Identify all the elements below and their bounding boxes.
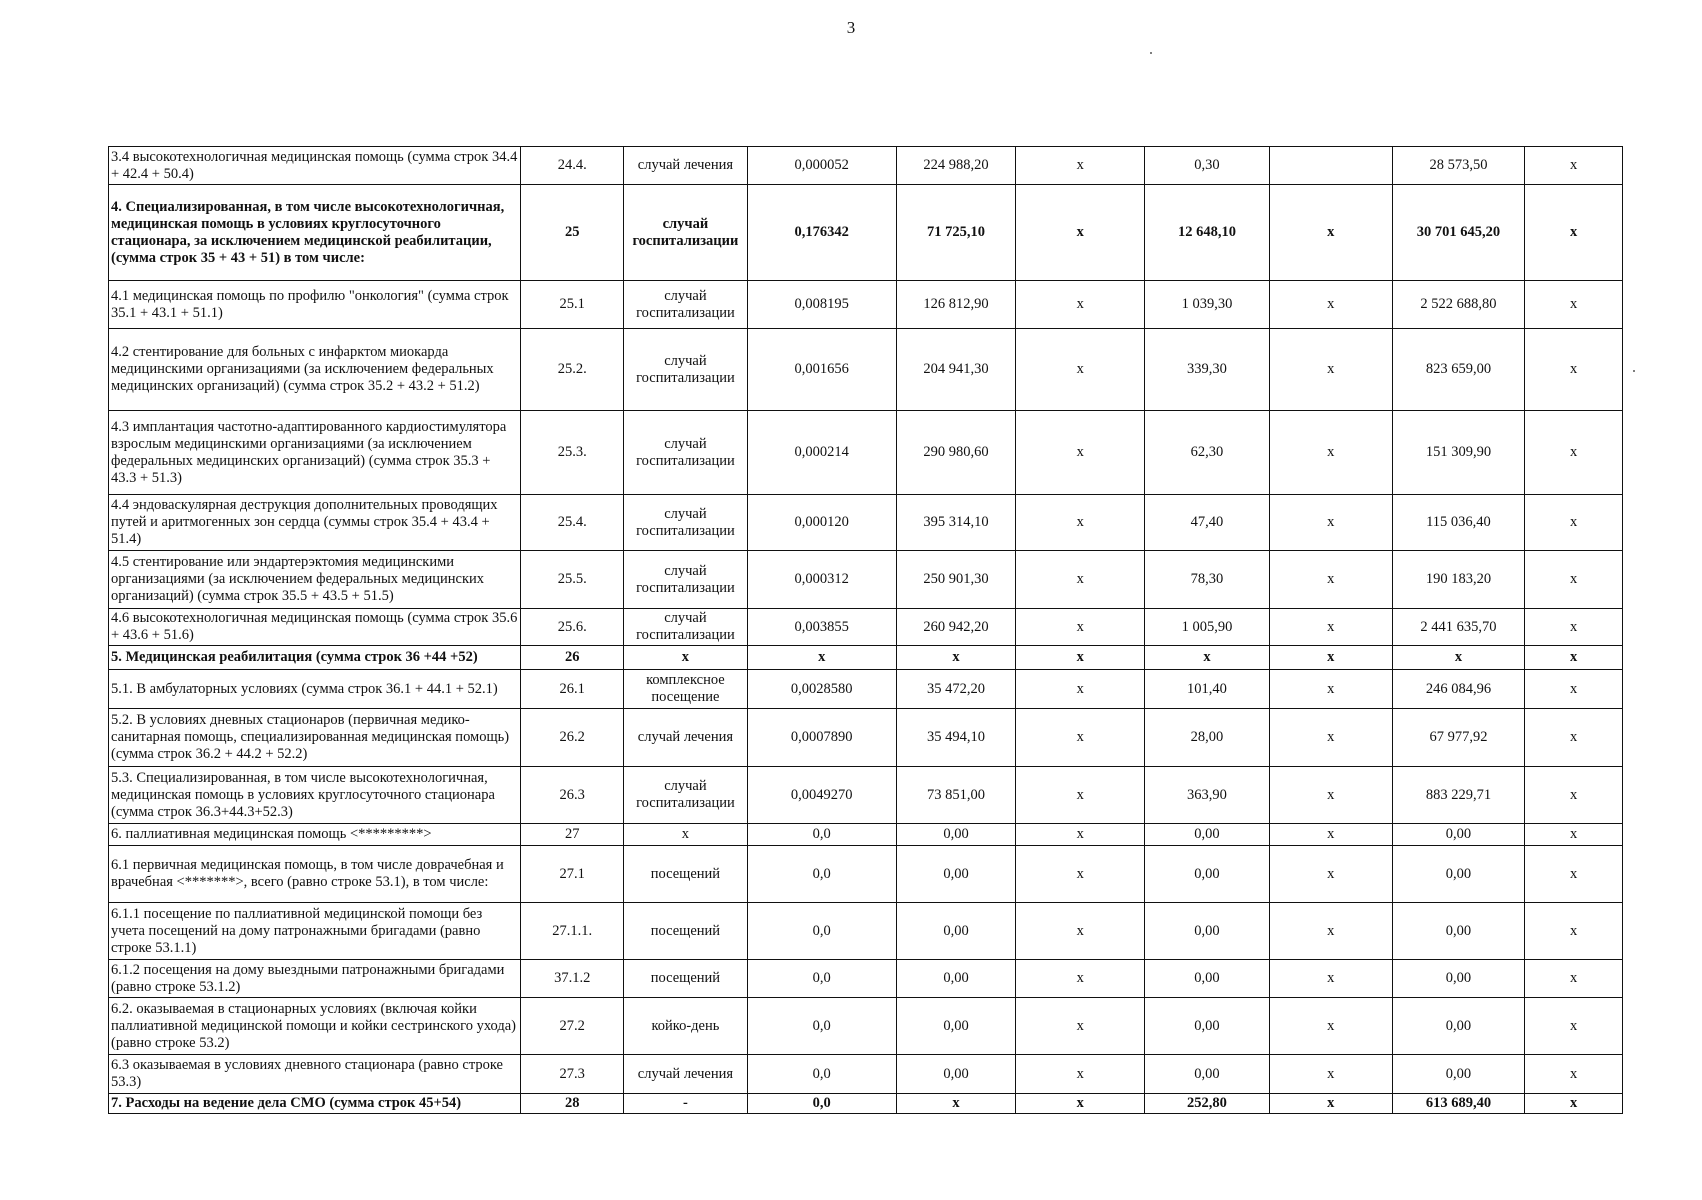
cell-total-budget: х <box>1269 1055 1392 1094</box>
cell-per-capita-budget: х <box>1016 670 1145 709</box>
cell-per-capita-oms: 47,40 <box>1145 495 1270 551</box>
cell-unit-cost: 71 725,10 <box>896 185 1016 281</box>
cell-per-capita-oms: 1 005,90 <box>1145 609 1270 646</box>
cell-description: 6.1.2 посещения на дому выездными патронажными бригадами (равно строке 53.1.2) <box>109 960 521 998</box>
cell-norm-volume: 0,000120 <box>747 495 896 551</box>
cell-total-oms: х <box>1392 646 1525 670</box>
table-row <box>109 998 1623 1055</box>
cell-row-number: 27.2 <box>521 998 624 1055</box>
cell-description: 7. Расходы на ведение дела СМО (сумма строк 45+54) <box>109 1094 521 1114</box>
cell-share-percent: х <box>1525 1055 1623 1094</box>
cell-unit-cost: 73 851,00 <box>896 767 1016 824</box>
cell-total-oms: 0,00 <box>1392 846 1525 903</box>
cell-row-number: 26 <box>521 646 624 670</box>
cell-total-budget: х <box>1269 670 1392 709</box>
table-row <box>109 281 1623 329</box>
cell-norm-volume: 0,0 <box>747 824 896 846</box>
cell-norm-volume: 0,176342 <box>747 185 896 281</box>
cell-unit: случай госпитализации <box>624 411 748 495</box>
cell-unit: случай госпитализации <box>624 609 748 646</box>
cell-row-number: 28 <box>521 1094 624 1114</box>
cell-share-percent: х <box>1525 824 1623 846</box>
cell-total-budget: х <box>1269 646 1392 670</box>
cell-per-capita-oms: 0,00 <box>1145 998 1270 1055</box>
cell-per-capita-oms: 0,00 <box>1145 1055 1270 1094</box>
table-row <box>109 329 1623 411</box>
cell-norm-volume: 0,0 <box>747 903 896 960</box>
cell-norm-volume: 0,003855 <box>747 609 896 646</box>
cell-per-capita-budget: х <box>1016 185 1145 281</box>
cell-per-capita-budget: х <box>1016 998 1145 1055</box>
cell-total-oms: 151 309,90 <box>1392 411 1525 495</box>
cell-per-capita-budget: х <box>1016 903 1145 960</box>
cell-total-oms: 2 522 688,80 <box>1392 281 1525 329</box>
table-body <box>109 147 1623 1114</box>
table-row <box>109 670 1623 709</box>
cell-norm-volume: 0,0 <box>747 846 896 903</box>
cell-unit: случай госпитализации <box>624 185 748 281</box>
table-row <box>109 411 1623 495</box>
cell-unit-cost: 0,00 <box>896 903 1016 960</box>
cell-row-number: 27 <box>521 824 624 846</box>
cell-total-budget: х <box>1269 185 1392 281</box>
cell-description: 5. Медицинская реабилитация (сумма строк 36 +44 +52) <box>109 646 521 670</box>
cell-per-capita-budget: х <box>1016 846 1145 903</box>
table-row <box>109 824 1623 846</box>
cell-unit: случай госпитализации <box>624 551 748 609</box>
cell-share-percent: х <box>1525 709 1623 767</box>
cell-unit: случай госпитализации <box>624 495 748 551</box>
cell-description: 6.1 первичная медицинская помощь, в том числе доврачебная и врачебная <*******>, всего (равно строке 53.1), в том числе: <box>109 846 521 903</box>
cell-share-percent: х <box>1525 495 1623 551</box>
cell-unit: случай лечения <box>624 147 748 185</box>
document-table-wrapper <box>108 146 1623 1114</box>
cell-per-capita-oms: 1 039,30 <box>1145 281 1270 329</box>
cell-row-number: 25.5. <box>521 551 624 609</box>
cell-total-oms: 0,00 <box>1392 998 1525 1055</box>
cell-total-budget: х <box>1269 846 1392 903</box>
cell-norm-volume: 0,0 <box>747 998 896 1055</box>
cell-per-capita-oms: 0,00 <box>1145 903 1270 960</box>
cell-row-number: 27.3 <box>521 1055 624 1094</box>
cell-per-capita-oms: 0,00 <box>1145 960 1270 998</box>
cell-unit-cost: 0,00 <box>896 998 1016 1055</box>
cell-row-number: 27.1 <box>521 846 624 903</box>
cell-unit: посещений <box>624 960 748 998</box>
table-row <box>109 185 1623 281</box>
scan-speck <box>1633 370 1635 372</box>
cell-per-capita-oms: 252,80 <box>1145 1094 1270 1114</box>
cell-norm-volume: 0,0007890 <box>747 709 896 767</box>
cell-share-percent: х <box>1525 903 1623 960</box>
cell-unit: посещений <box>624 903 748 960</box>
cell-total-oms: 2 441 635,70 <box>1392 609 1525 646</box>
cell-total-budget: х <box>1269 281 1392 329</box>
cell-unit: х <box>624 646 748 670</box>
cell-description: 3.4 высокотехнологичная медицинская помощь (сумма строк 34.4 + 42.4 + 50.4) <box>109 147 521 185</box>
cell-total-budget: х <box>1269 495 1392 551</box>
cell-unit: случай лечения <box>624 1055 748 1094</box>
cell-description: 4.2 стентирование для больных с инфарктом миокарда медицинскими организациями (за исключением федеральных медицинских организаций) (сумма строк 35.2 + 43.2 + 51.2) <box>109 329 521 411</box>
cell-share-percent: х <box>1525 609 1623 646</box>
cell-row-number: 24.4. <box>521 147 624 185</box>
cell-total-oms: 30 701 645,20 <box>1392 185 1525 281</box>
table-row <box>109 1094 1623 1114</box>
cell-unit: х <box>624 824 748 846</box>
cell-per-capita-budget: х <box>1016 1094 1145 1114</box>
cell-unit-cost: 250 901,30 <box>896 551 1016 609</box>
cell-share-percent: х <box>1525 281 1623 329</box>
table-row <box>109 495 1623 551</box>
cell-per-capita-oms: 0,30 <box>1145 147 1270 185</box>
cell-per-capita-budget: х <box>1016 281 1145 329</box>
cell-per-capita-budget: х <box>1016 646 1145 670</box>
cell-total-budget: х <box>1269 329 1392 411</box>
cell-unit-cost: х <box>896 646 1016 670</box>
cell-per-capita-budget: х <box>1016 1055 1145 1094</box>
cell-description: 4.1 медицинская помощь по профилю "онкология" (сумма строк 35.1 + 43.1 + 51.1) <box>109 281 521 329</box>
cell-description: 5.3. Специализированная, в том числе высокотехнологичная, медицинская помощь в условиях круглосуточного стационара (сумма строк 36.3+44.3+52.3) <box>109 767 521 824</box>
cell-total-budget: х <box>1269 1094 1392 1114</box>
cell-description: 4.5 стентирование или эндартерэктомия медицинскими организациями (за исключением федеральных медицинских организаций) (сумма строк 35.5 + 43.5 + 51.5) <box>109 551 521 609</box>
table-row <box>109 646 1623 670</box>
cell-total-oms: 0,00 <box>1392 903 1525 960</box>
cell-total-oms: 823 659,00 <box>1392 329 1525 411</box>
table-row <box>109 709 1623 767</box>
cell-share-percent: х <box>1525 411 1623 495</box>
page-number: 3 <box>846 18 856 37</box>
cell-per-capita-oms: 339,30 <box>1145 329 1270 411</box>
cell-share-percent: х <box>1525 329 1623 411</box>
cell-description: 4.6 высокотехнологичная медицинская помощь (сумма строк 35.6 + 43.6 + 51.6) <box>109 609 521 646</box>
cell-row-number: 25.6. <box>521 609 624 646</box>
cell-unit: койко-день <box>624 998 748 1055</box>
cell-description: 4. Специализированная, в том числе высокотехнологичная, медицинская помощь в условиях круглосуточного стационара, за исключением медицинской реабилитации, (сумма строк 35 + 43 + 51) в том числе: <box>109 185 521 281</box>
cell-row-number: 25.2. <box>521 329 624 411</box>
cell-norm-volume: 0,0 <box>747 1055 896 1094</box>
cell-norm-volume: 0,0049270 <box>747 767 896 824</box>
cell-total-budget: х <box>1269 411 1392 495</box>
cell-per-capita-budget: х <box>1016 960 1145 998</box>
cell-total-budget: х <box>1269 903 1392 960</box>
cell-norm-volume: 0,001656 <box>747 329 896 411</box>
cell-row-number: 26.1 <box>521 670 624 709</box>
cell-share-percent: х <box>1525 185 1623 281</box>
cell-share-percent: х <box>1525 998 1623 1055</box>
cell-row-number: 27.1.1. <box>521 903 624 960</box>
cell-per-capita-oms: 363,90 <box>1145 767 1270 824</box>
cell-share-percent: х <box>1525 670 1623 709</box>
cell-unit: посещений <box>624 846 748 903</box>
financing-table <box>108 146 1623 1114</box>
cell-per-capita-budget: х <box>1016 609 1145 646</box>
scan-speck <box>1150 52 1152 54</box>
cell-total-oms: 190 183,20 <box>1392 551 1525 609</box>
cell-unit-cost: 395 314,10 <box>896 495 1016 551</box>
cell-description: 6.2. оказываемая в стационарных условиях (включая койки паллиативной медицинской помощи и койки сестринского ухода) (равно строке 53.2) <box>109 998 521 1055</box>
cell-norm-volume: 0,0028580 <box>747 670 896 709</box>
cell-description: 5.1. В амбулаторных условиях (сумма строк 36.1 + 44.1 + 52.1) <box>109 670 521 709</box>
cell-unit: случай госпитализации <box>624 329 748 411</box>
cell-row-number: 25.1 <box>521 281 624 329</box>
cell-per-capita-budget: х <box>1016 147 1145 185</box>
cell-norm-volume: 0,000052 <box>747 147 896 185</box>
table-row <box>109 960 1623 998</box>
cell-per-capita-oms: 101,40 <box>1145 670 1270 709</box>
cell-total-oms: 613 689,40 <box>1392 1094 1525 1114</box>
table-row <box>109 609 1623 646</box>
cell-unit: случай госпитализации <box>624 281 748 329</box>
cell-description: 6.3 оказываемая в условиях дневного стационара (равно строке 53.3) <box>109 1055 521 1094</box>
cell-unit: случай лечения <box>624 709 748 767</box>
cell-unit-cost: 0,00 <box>896 1055 1016 1094</box>
cell-per-capita-budget: х <box>1016 495 1145 551</box>
cell-per-capita-oms: 0,00 <box>1145 824 1270 846</box>
cell-per-capita-budget: х <box>1016 767 1145 824</box>
cell-norm-volume: х <box>747 646 896 670</box>
cell-description: 4.4 эндоваскулярная деструкция дополнительных проводящих путей и аритмогенных зон сердца (суммы строк 35.4 + 43.4 + 51.4) <box>109 495 521 551</box>
cell-per-capita-oms: 78,30 <box>1145 551 1270 609</box>
cell-norm-volume: 0,000214 <box>747 411 896 495</box>
cell-per-capita-oms: 28,00 <box>1145 709 1270 767</box>
table-row <box>109 551 1623 609</box>
cell-unit-cost: 0,00 <box>896 960 1016 998</box>
cell-share-percent: х <box>1525 551 1623 609</box>
cell-share-percent: х <box>1525 1094 1623 1114</box>
cell-total-oms: 28 573,50 <box>1392 147 1525 185</box>
cell-description: 5.2. В условиях дневных стационаров (первичная медико-санитарная помощь, специализированная медицинская помощь) (сумма строк 36.2 + 44.2 + 52.2) <box>109 709 521 767</box>
table-row <box>109 903 1623 960</box>
cell-unit-cost: 260 942,20 <box>896 609 1016 646</box>
cell-unit-cost: 35 494,10 <box>896 709 1016 767</box>
cell-norm-volume: 0,0 <box>747 1094 896 1114</box>
cell-total-budget: х <box>1269 609 1392 646</box>
cell-total-budget: х <box>1269 960 1392 998</box>
cell-per-capita-oms: 62,30 <box>1145 411 1270 495</box>
cell-unit-cost: 290 980,60 <box>896 411 1016 495</box>
cell-unit-cost: х <box>896 1094 1016 1114</box>
cell-total-budget: х <box>1269 709 1392 767</box>
cell-unit: комплексное посещение <box>624 670 748 709</box>
cell-total-oms: 67 977,92 <box>1392 709 1525 767</box>
table-row <box>109 1055 1623 1094</box>
cell-total-oms: 115 036,40 <box>1392 495 1525 551</box>
cell-unit-cost: 126 812,90 <box>896 281 1016 329</box>
cell-unit: случай госпитализации <box>624 767 748 824</box>
table-row <box>109 147 1623 185</box>
cell-unit-cost: 35 472,20 <box>896 670 1016 709</box>
cell-norm-volume: 0,0 <box>747 960 896 998</box>
cell-unit-cost: 224 988,20 <box>896 147 1016 185</box>
cell-row-number: 25.3. <box>521 411 624 495</box>
cell-share-percent: х <box>1525 767 1623 824</box>
table-row <box>109 767 1623 824</box>
cell-total-oms: 0,00 <box>1392 1055 1525 1094</box>
cell-unit-cost: 0,00 <box>896 824 1016 846</box>
cell-total-oms: 246 084,96 <box>1392 670 1525 709</box>
cell-total-oms: 0,00 <box>1392 824 1525 846</box>
cell-per-capita-budget: х <box>1016 411 1145 495</box>
cell-description: 6.1.1 посещение по паллиативной медицинской помощи без учета посещений на дому патронажными бригадами (равно строке 53.1.1) <box>109 903 521 960</box>
cell-per-capita-budget: х <box>1016 329 1145 411</box>
cell-description: 4.3 имплантация частотно-адаптированного кардиостимулятора взрослым медицинскими организациями (за исключением федеральных медицинских организаций) (сумма строк 35.3 + 43.3 + 51.3) <box>109 411 521 495</box>
cell-row-number: 37.1.2 <box>521 960 624 998</box>
cell-per-capita-oms: х <box>1145 646 1270 670</box>
cell-norm-volume: 0,000312 <box>747 551 896 609</box>
cell-unit-cost: 204 941,30 <box>896 329 1016 411</box>
cell-per-capita-budget: х <box>1016 824 1145 846</box>
cell-total-budget: х <box>1269 998 1392 1055</box>
cell-row-number: 26.3 <box>521 767 624 824</box>
cell-share-percent: х <box>1525 147 1623 185</box>
cell-share-percent: х <box>1525 960 1623 998</box>
cell-total-budget: х <box>1269 824 1392 846</box>
cell-per-capita-oms: 0,00 <box>1145 846 1270 903</box>
cell-row-number: 25.4. <box>521 495 624 551</box>
cell-per-capita-oms: 12 648,10 <box>1145 185 1270 281</box>
cell-total-oms: 0,00 <box>1392 960 1525 998</box>
cell-row-number: 25 <box>521 185 624 281</box>
cell-unit: - <box>624 1094 748 1114</box>
cell-per-capita-budget: х <box>1016 709 1145 767</box>
cell-per-capita-budget: х <box>1016 551 1145 609</box>
cell-total-oms: 883 229,71 <box>1392 767 1525 824</box>
cell-description: 6. паллиативная медицинская помощь <*********> <box>109 824 521 846</box>
cell-norm-volume: 0,008195 <box>747 281 896 329</box>
cell-row-number: 26.2 <box>521 709 624 767</box>
cell-share-percent: х <box>1525 646 1623 670</box>
table-row <box>109 846 1623 903</box>
cell-share-percent: х <box>1525 846 1623 903</box>
cell-total-budget: х <box>1269 551 1392 609</box>
cell-total-budget: х <box>1269 767 1392 824</box>
cell-total-budget <box>1269 147 1392 185</box>
cell-unit-cost: 0,00 <box>896 846 1016 903</box>
